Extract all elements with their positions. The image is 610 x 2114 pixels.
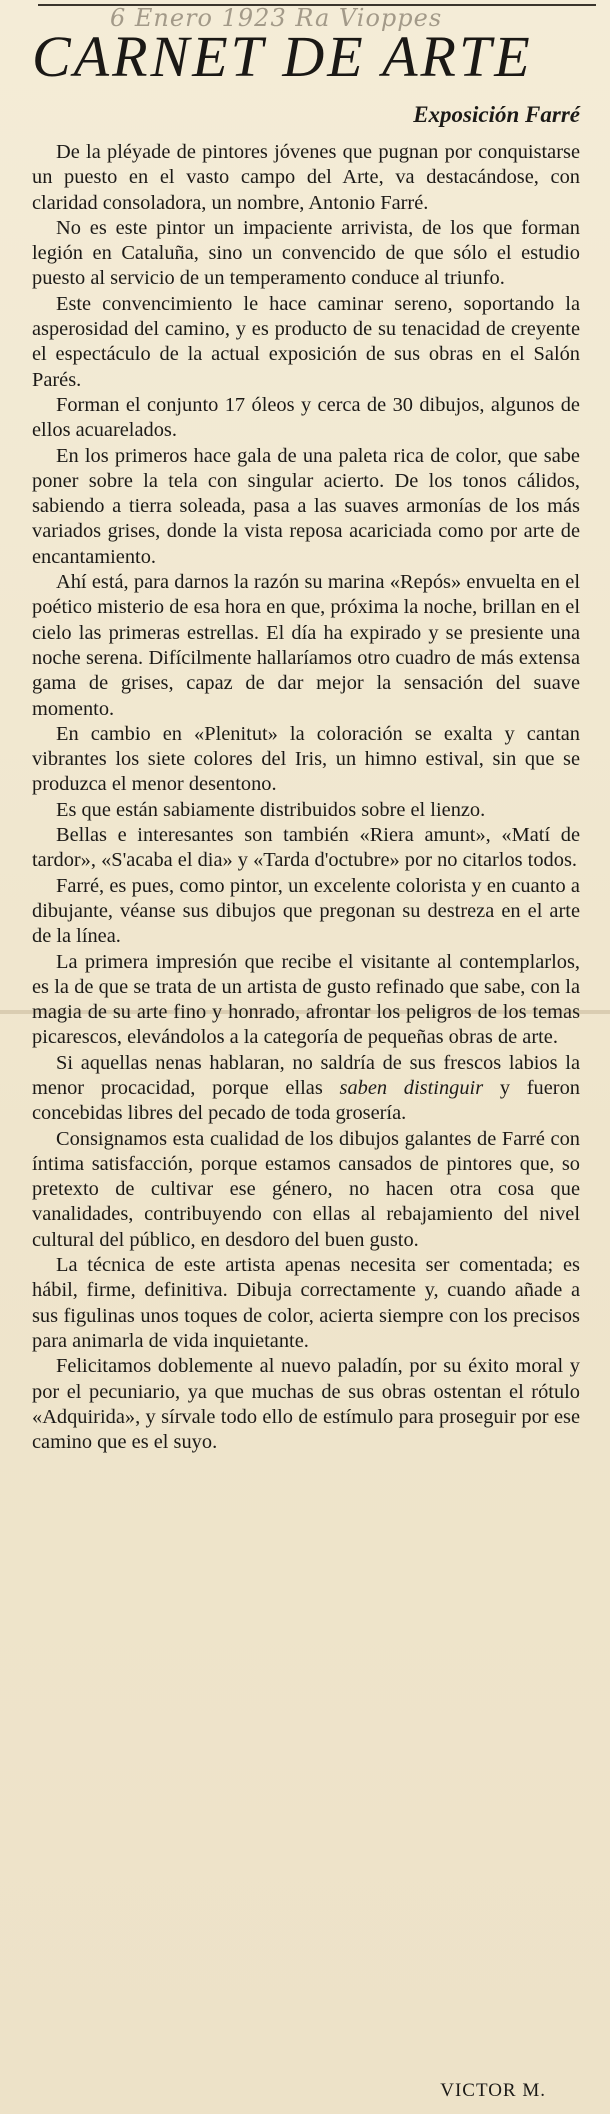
paragraph-13: Consignamos esta cualidad de los dibujos galantes de Farré con íntima satisfacción, porque estamos cansados de pintores que, so pretexto de cultivar ese género, no hacen otra cosa que vanalidades, contribuyendo con ellas al rebajamiento del nivel cultural del público, en desdoro del buen gusto. xyxy=(32,1127,580,1251)
article-title: CARNET DE ARTE xyxy=(32,24,533,89)
handwritten-date-note: 6 Enero 1923 Ra Vioppes xyxy=(110,4,443,32)
paragraph-7: En cambio en «Plenitut» la coloración se exalta y cantan vibrantes los siete colores del Iris, un himno estival, sin que se produzca el menor desentono. xyxy=(32,722,580,796)
paragraph-14: La técnica de este artista apenas necesita ser comentada; es hábil, firme, definitiva. Dibuja correctamente y, cuando añade a sus figulinas unos toques de color, acierta siempre con los precisos para animarla de vida inquietante. xyxy=(32,1254,580,1352)
paragraph-3: Este convencimiento le hace caminar sereno, soportando la asperosidad del camino, y es producto de su tenacidad de creyente el espectáculo de la actual exposición de sus obras en el Salón Parés. xyxy=(32,292,580,391)
paragraph-15: Felicitamos doblemente al nuevo paladín, por su éxito moral y por el pecuniario, ya que muchas de sus obras ostentan el rótulo «Adquirida», y sírvale todo ello de estímulo para proseguir por ese camino que es el suyo. xyxy=(32,1355,580,1454)
paragraph-11: La primera impresión que recibe el visitante al contemplarlos, es la de que se trata de un artista de gusto refinado que sabe, con la magia de su arte fino y honrado, afrontar los peligros de los temas picarescos, elevándolos a la categoría de pequeñas obras de arte. xyxy=(32,950,580,1049)
paragraph-9: Bellas e interesantes son también «Riera amunt», «Matí de tardor», «S'acaba el dia» y «Tarda d'octubre» por no citarlos todos. xyxy=(32,824,580,872)
emphasis-saben-distinguir: saben distinguir xyxy=(339,1076,484,1099)
paragraph-10: Farré, es pues, como pintor, un excelente colorista y en cuanto a dibujante, véanse sus dibujos que pregonan su destreza en el arte de la línea. xyxy=(32,874,580,948)
paragraph-2: No es este pintor un impaciente arrivista, de los que forman legión en Cataluña, sino un convencido de que sólo el estudio puesto al servicio de un temperamento conduce al triunfo. xyxy=(32,216,580,290)
paragraph-6: Ahí está, para darnos la razón su marina «Repós» envuelta en el poético misterio de esa hora en que, próxima la noche, brillan en el cielo las primeras estrellas. El día ha expirado y se presiente una noche serena. Difícilmente hallaríamos otro cuadro de más extensa gama de grises, capaz de dar mejor la sensación del suave momento. xyxy=(32,571,580,720)
paragraph-5: En los primeros hace gala de una paleta rica de color, que sabe poner sobre la tela con singular acierto. De los tonos cálidos, sabiendo a tierra soleada, pasa a las suaves armonías de los más variados grises, donde la vista reposa acariciada como por arte de encantamiento. xyxy=(32,444,580,568)
author-signature: VICTOR M. xyxy=(440,2080,546,2101)
paragraph-12-start: Si aquellas nenas hablaran, no saldría de sus frescos labios la menor procacidad, porque ellas xyxy=(32,1051,580,1099)
paragraph-4: Forman el conjunto 17 óleos y cerca de 30 dibujos, algunos de ellos acuarelados. xyxy=(32,393,580,442)
paragraph-12-end: y fueron concebidas libres del pecado de toda grosería. xyxy=(32,1076,580,1125)
paragraph-1: De la pléyade de pintores jóvenes que pugnan por conquistarse un puesto en el vasto campo del Arte, va destacándose, con claridad consoladora, un nombre, Antonio Farré. xyxy=(32,141,580,214)
article-body xyxy=(32,140,580,1455)
article-subtitle: Exposición Farré xyxy=(413,102,580,127)
paragraph-12 xyxy=(32,1051,580,1127)
paragraph-8: Es que están sabiamente distribuidos sobre el lienzo. xyxy=(56,798,486,821)
